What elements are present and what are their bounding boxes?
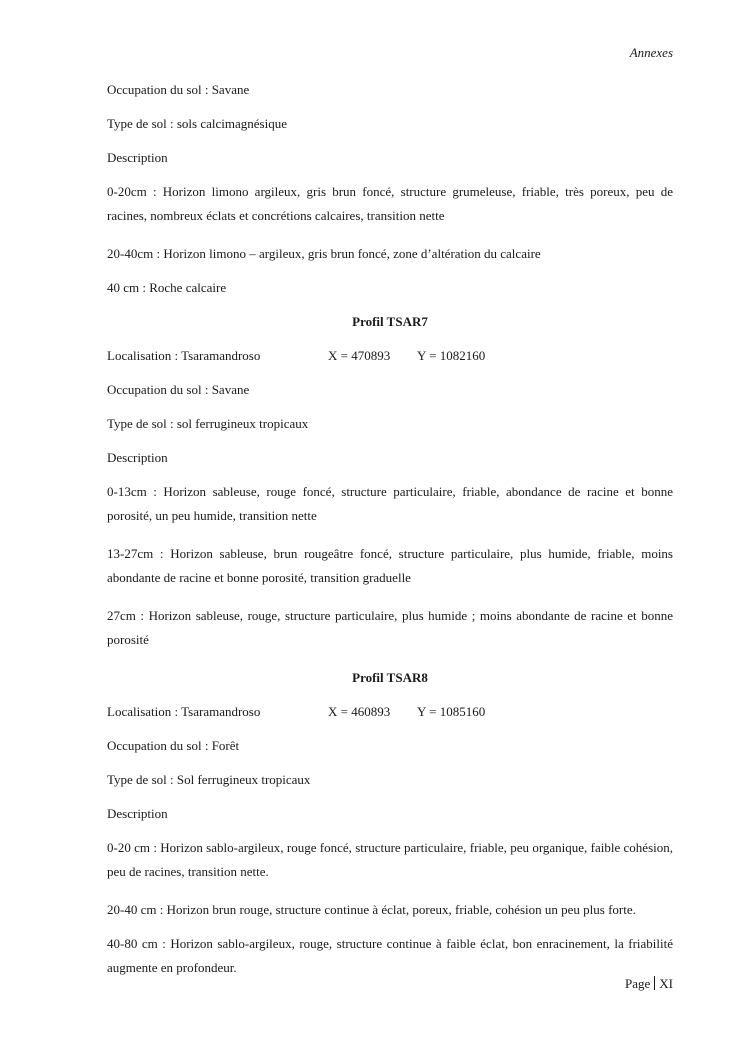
horizon-paragraph: 20-40 cm : Horizon brun rouge, structure continue à éclat, poreux, friable, cohésion un peu plus forte. <box>107 902 636 917</box>
profile-heading: Profil TSAR7 <box>352 314 428 329</box>
location-line <box>107 344 673 368</box>
location-line <box>107 700 673 724</box>
page-number: XI <box>659 976 673 991</box>
horizon-paragraph: 0-13cm : Horizon sableuse, rouge foncé, structure particulaire, friable, abondance de racine et bonne porosité, un peu humide, transition nette <box>107 484 673 523</box>
page-footer <box>625 976 673 992</box>
page-separator <box>654 976 655 990</box>
soil-type-line: Type de sol : sols calcimagnésique <box>107 116 287 131</box>
running-header: Annexes <box>629 45 673 60</box>
horizon-paragraph: 20-40cm : Horizon limono – argileux, gris brun foncé, zone d’altération du calcaire <box>107 246 541 261</box>
occupation-line: Occupation du sol : Savane <box>107 82 250 97</box>
soil-type-line: Type de sol : Sol ferrugineux tropicaux <box>107 772 311 787</box>
y-coordinate: Y = 1082160 <box>417 348 486 363</box>
x-coordinate: X = 460893 <box>328 704 391 719</box>
location-label: Localisation : Tsaramandroso <box>107 348 261 363</box>
location-label: Localisation : Tsaramandroso <box>107 704 261 719</box>
horizon-paragraph: 0-20cm : Horizon limono argileux, gris brun foncé, structure grumeleuse, friable, très poreux, peu de racines, nombreux éclats et concrétions calcaires, transition nette <box>107 184 673 223</box>
occupation-line: Occupation du sol : Savane <box>107 382 250 397</box>
horizon-paragraph: 0-20 cm : Horizon sablo-argileux, rouge foncé, structure particulaire, friable, peu organique, faible cohésion, peu de racines, transition nette. <box>107 840 673 879</box>
horizon-paragraph: 27cm : Horizon sableuse, rouge, structure particulaire, plus humide ; moins abondante de racine et bonne porosité <box>107 608 673 647</box>
occupation-line: Occupation du sol : Forêt <box>107 738 240 753</box>
description-label: Description <box>107 806 168 821</box>
profile-heading: Profil TSAR8 <box>352 670 428 685</box>
horizon-paragraph: 40-80 cm : Horizon sablo-argileux, rouge, structure continue à faible éclat, bon enracinement, la friabilité augmente en profondeur. <box>107 936 673 975</box>
page-label: Page <box>625 976 651 991</box>
soil-type-line: Type de sol : sol ferrugineux tropicaux <box>107 416 309 431</box>
x-coordinate: X = 470893 <box>328 348 391 363</box>
document-body <box>107 78 673 994</box>
y-coordinate: Y = 1085160 <box>417 704 486 719</box>
description-label: Description <box>107 150 168 165</box>
horizon-paragraph: 13-27cm : Horizon sableuse, brun rougeâtre foncé, structure particulaire, plus humide, friable, moins abondante de racine et bonne porosité, transition graduelle <box>107 546 673 585</box>
horizon-paragraph: 40 cm : Roche calcaire <box>107 280 227 295</box>
description-label: Description <box>107 450 168 465</box>
